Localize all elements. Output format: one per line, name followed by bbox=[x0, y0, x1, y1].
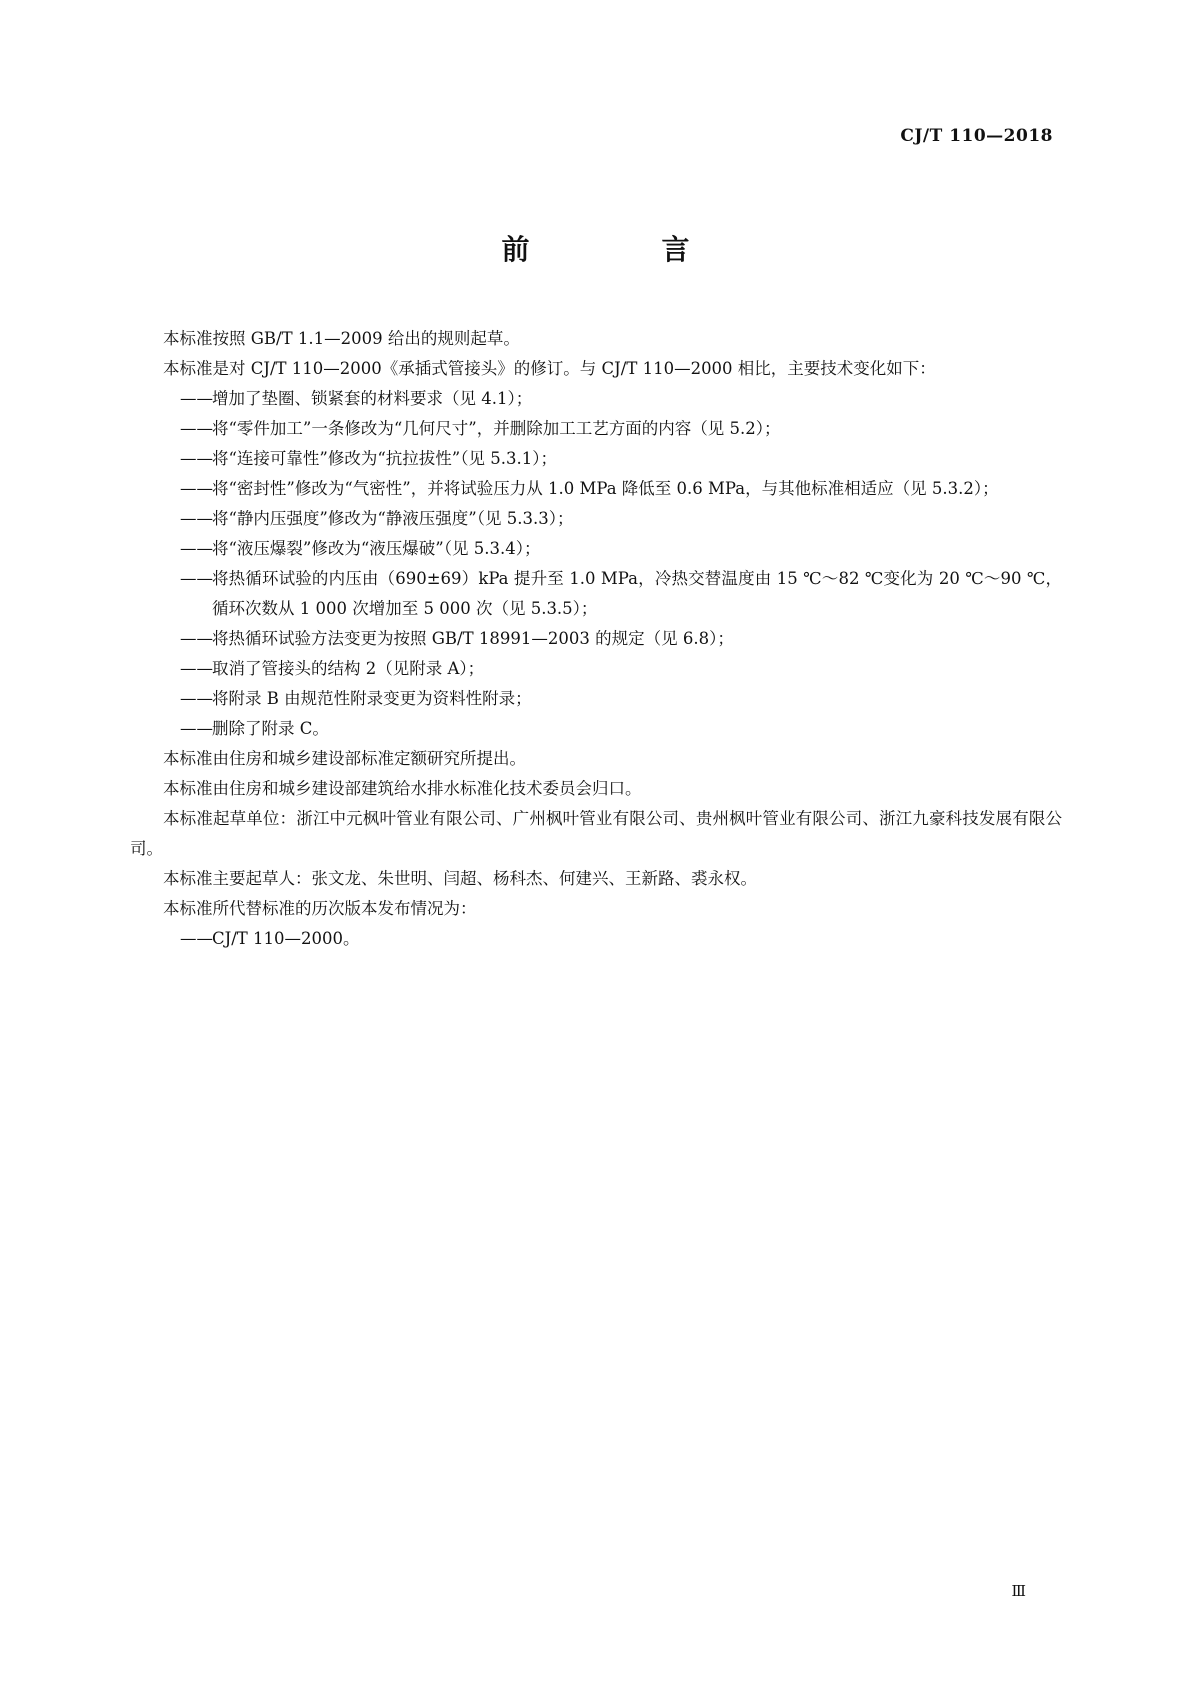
list-item bbox=[130, 474, 1062, 504]
list-item-text: 将“液压爆裂”修改为“液压爆破”（见 5.3.4）； bbox=[212, 539, 541, 558]
list-item bbox=[130, 624, 1062, 654]
document-body bbox=[130, 324, 1062, 954]
list-item-text: 将“零件加工”一条修改为“几何尺寸”，并删除加工工艺方面的内容（见 5.2）； bbox=[212, 419, 781, 438]
dash-marker: —— bbox=[180, 539, 213, 558]
dash-marker: —— bbox=[180, 719, 213, 738]
list-item-text: 增加了垫圈、锁紧套的材料要求（见 4.1）； bbox=[212, 389, 533, 408]
list-item-text: 将热循环试验方法变更为按照 GB/T 18991—2003 的规定（见 6.8）； bbox=[212, 629, 734, 648]
dash-marker: —— bbox=[180, 389, 213, 408]
list-item bbox=[130, 924, 1062, 954]
dash-marker: —— bbox=[180, 629, 213, 648]
list-item bbox=[130, 654, 1062, 684]
list-item bbox=[130, 504, 1062, 534]
paragraph: 本标准所代替标准的历次版本发布情况为： bbox=[163, 899, 477, 918]
dash-marker: —— bbox=[180, 689, 213, 708]
page-number: Ⅲ bbox=[1011, 1582, 1026, 1600]
paragraph: 本标准主要起草人：张文龙、朱世明、闫超、杨科杰、何建兴、王新路、裘永权。 bbox=[163, 869, 757, 888]
list-item bbox=[130, 564, 1062, 624]
list-item-text: CJ/T 110—2000。 bbox=[212, 929, 360, 948]
dash-marker: —— bbox=[180, 419, 213, 438]
dash-marker: —— bbox=[180, 509, 213, 528]
history-list bbox=[130, 924, 1062, 954]
paragraph: 本标准由住房和城乡建设部建筑给水排水标准化技术委员会归口。 bbox=[163, 779, 642, 798]
paragraph: 本标准按照 GB/T 1.1—2009 给出的规则起草。 bbox=[163, 329, 520, 348]
dash-marker: —— bbox=[180, 569, 213, 588]
document-code: CJ/T 110—2018 bbox=[900, 126, 1053, 146]
paragraph: 本标准起草单位：浙江中元枫叶管业有限公司、广州枫叶管业有限公司、贵州枫叶管业有限公司、浙江九豪科技发展有限公司。 bbox=[130, 809, 1062, 858]
dash-marker: —— bbox=[180, 659, 213, 678]
dash-marker: —— bbox=[180, 449, 213, 468]
paragraph: 本标准由住房和城乡建设部标准定额研究所提出。 bbox=[163, 749, 526, 768]
list-item-text: 将“密封性”修改为“气密性”，并将试验压力从 1.0 MPa 降低至 0.6 MPa，与其他标准相适应（见 5.3.2）； bbox=[212, 479, 999, 498]
list-item-text: 将热循环试验的内压由（690±69）kPa 提升至 1.0 MPa，冷热交替温度由 15 ℃～82 ℃变化为 20 ℃～90 ℃，循环次数从 1 000 次增加至 5 000 次（见 5.3.5）； bbox=[212, 569, 1062, 618]
list-item-text: 取消了管接头的结构 2（见附录 A）； bbox=[212, 659, 485, 678]
list-item bbox=[130, 534, 1062, 564]
list-item-text: 将附录 B 由规范性附录变更为资料性附录； bbox=[212, 689, 532, 708]
change-list bbox=[130, 384, 1062, 744]
list-item bbox=[130, 384, 1062, 414]
list-item bbox=[130, 444, 1062, 474]
list-item bbox=[130, 684, 1062, 714]
list-item bbox=[130, 714, 1062, 744]
list-item-text: 将“静内压强度”修改为“静液压强度”（见 5.3.3）； bbox=[212, 509, 574, 528]
list-item bbox=[130, 414, 1062, 444]
paragraph: 本标准是对 CJ/T 110—2000《承插式管接头》的修订。与 CJ/T 110—2000 相比，主要技术变化如下： bbox=[163, 359, 936, 378]
list-item-text: 将“连接可靠性”修改为“抗拉拔性”（见 5.3.1）； bbox=[212, 449, 557, 468]
list-item-text: 删除了附录 C。 bbox=[212, 719, 329, 738]
dash-marker: —— bbox=[180, 479, 213, 498]
page-title: 前 言 bbox=[501, 233, 742, 266]
dash-marker: —— bbox=[180, 929, 213, 948]
